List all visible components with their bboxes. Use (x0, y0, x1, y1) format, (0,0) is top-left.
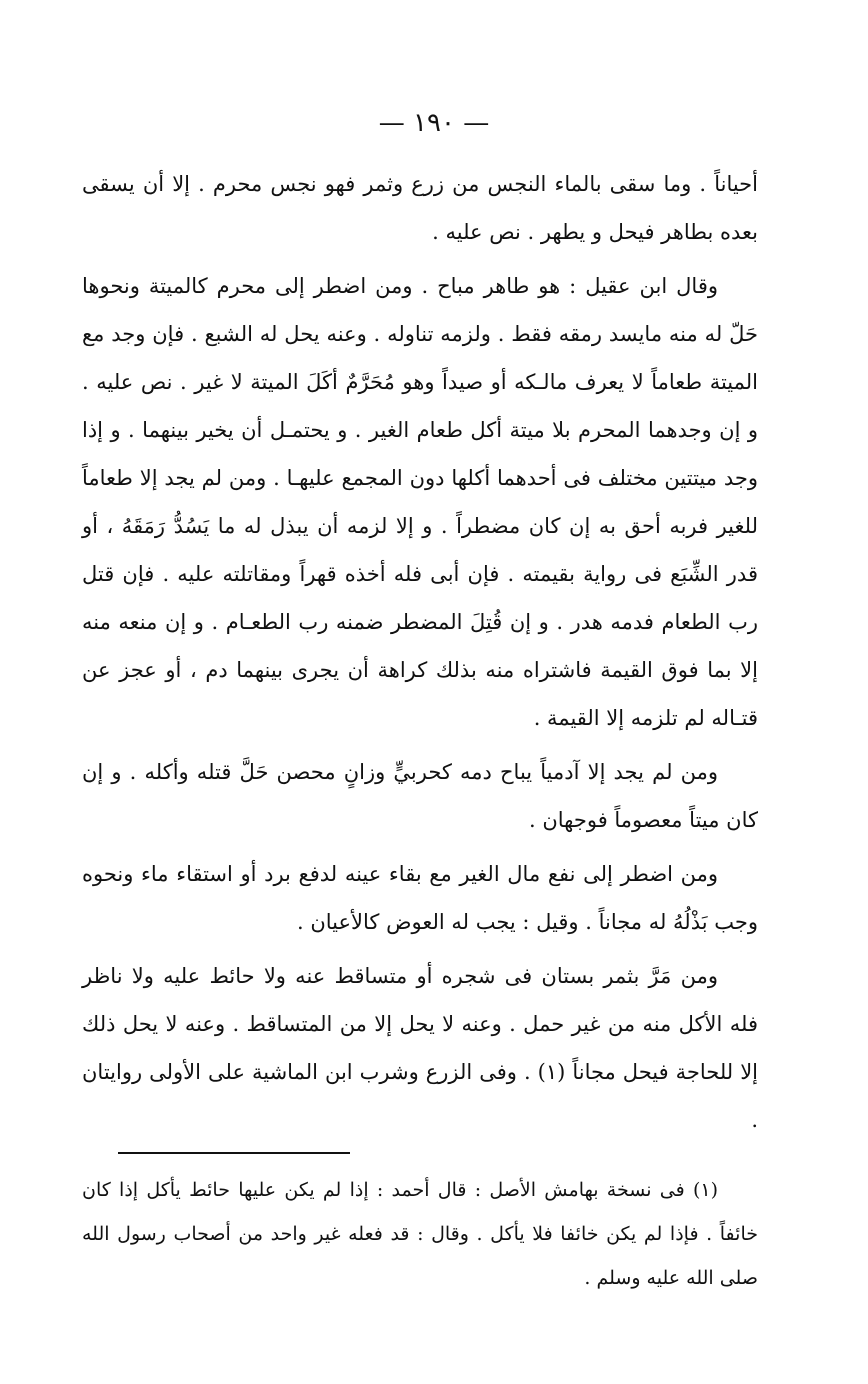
footnote (82, 1168, 758, 1300)
paragraph-4: ومن اضطر إلى نفع مال الغير مع بقاء عينه لدفع برد أو استقاء ماء ونحوه وجب بَذْلُهُ له مجاناً . وقيل : يجب له العوض كالأعيان . (82, 862, 758, 934)
paragraph-1: أحياناً . وما سقى بالماء النجس من زرع وثمر فهو نجس محرم . إلا أن يسقى بعده بطاهر فيحل و يطهر . نص عليه . (82, 172, 758, 244)
paragraph-2: وقال ابن عقيل : هو طاهر مباح . ومن اضطر إلى محرم كالميتة ونحوها حَلّ له منه مايسد رمقه فقط . ولزمه تناوله . وعنه يحل له الشبع . فإن وجد مع الميتة طعاماً لا يعرف مالـكه أو صيداً وهو مُحَرَّمٌ أكَلَ الميتة لا غير . نص عليه . و إن وجدهما المحرم بلا ميتة أكل طعام الغير . و يحتمـل أن يخير بينهما . و إذا وجد ميتتين مختلف فى أحدهما أكلها دون المجمع عليهـا . ومن لم يجد إلا طعاماً للغير فربه أحق به إن كان مضطراً . و إلا لزمه أن يبذل له ما يَسُدُّ رَمَقَهُ ، أو قدر الشِّبَع فى رواية بقيمته . فإن أبى فله أخذه قهراً ومقاتلته عليه . فإن قتل رب الطعام فدمه هدر . و إن قُتِلَ المضطر ضمنه رب الطعـام . و إن منعه منه إلا بما فوق القيمة فاشتراه منه بذلك كراهة أن يجرى بينهما دم ، أو عجز عن قتـاله لم تلزمه إلا القيمة . (82, 274, 758, 730)
paragraph-3: ومن لم يجد إلا آدمياً يباح دمه كحربيٍّ وزانٍ محصن حَلَّ قتله وأكله . و إن كان ميتاً معصوماً فوجهان . (82, 760, 758, 832)
page-number: — ١٩٠ — (378, 108, 490, 138)
footnote-divider (118, 1152, 350, 1154)
footnote-text: (١) فى نسخة بهامش الأصل : قال أحمد : إذا لم يكن عليها حائط يأكل إذا كان خائفاً . فإذا لم يكن خائفا فلا يأكل . وقال : قد فعله غير واحد من أصحاب رسول الله صلى الله عليه وسلم . (82, 1179, 758, 1289)
main-text (82, 160, 758, 1150)
paragraph-5: ومن مَرَّ بثمر بستان فى شجره أو متساقط عنه ولا حائط عليه ولا ناظر فله الأكل منه من غير حمل . وعنه لا يحل إلا من المتساقط . وعنه لا يحل ذلك إلا للحاجة فيحل مجاناً (١) . وفى الزرع وشرب ابن الماشية على الأولى روايتان . (82, 964, 759, 1132)
